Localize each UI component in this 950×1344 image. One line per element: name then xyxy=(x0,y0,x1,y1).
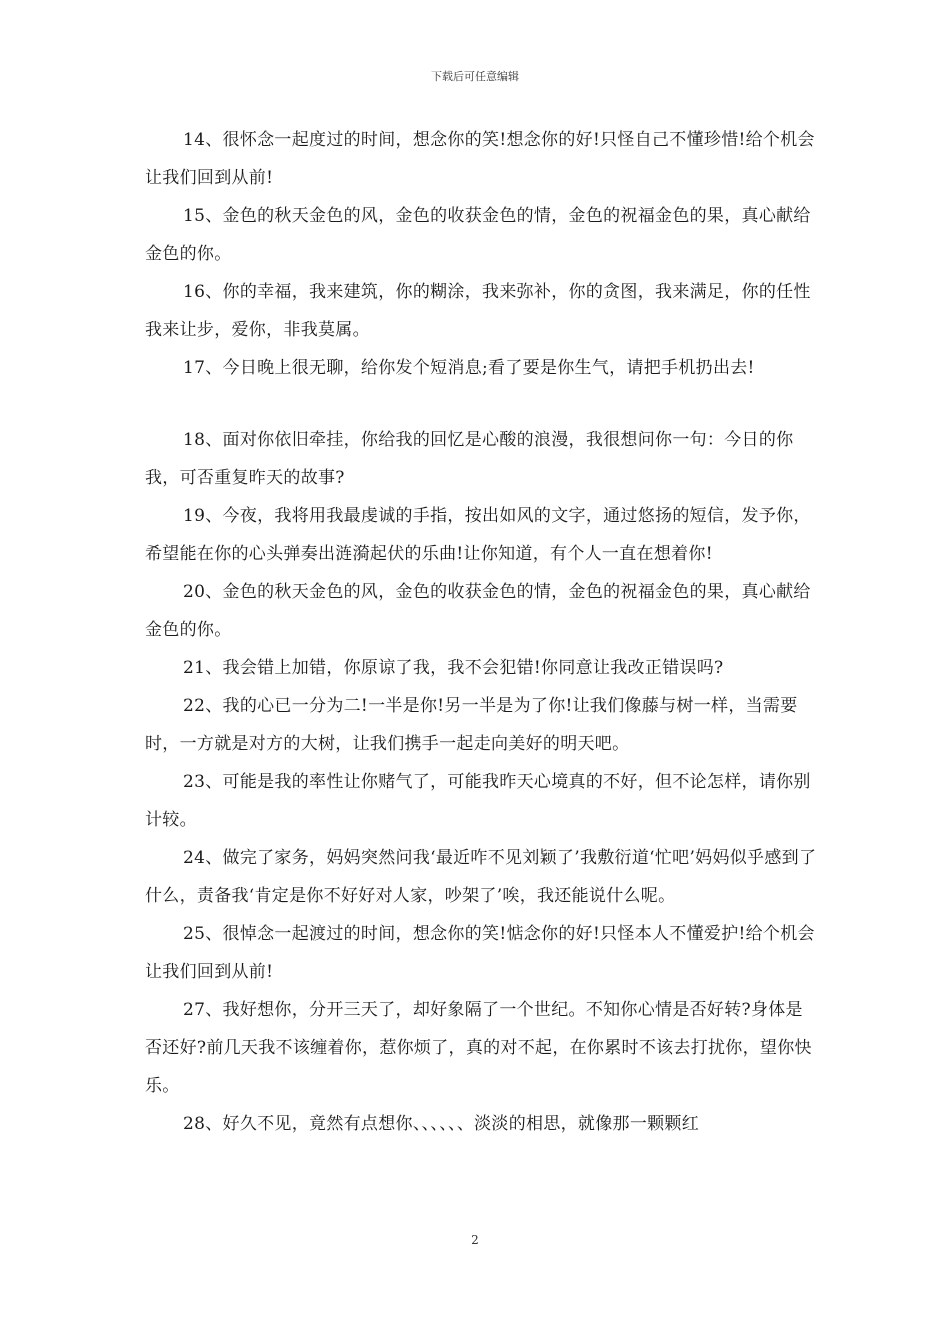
paragraph-24: 24、做完了家务，妈妈突然问我‘最近咋不见刘颖了’我敷衍道‘忙吧’妈妈似乎感到了什么，责备我‘肯定是你不好好对人家，吵架了’唉，我还能说什么呢。 xyxy=(145,848,817,906)
page-number: 2 xyxy=(471,1233,479,1247)
paragraph-16: 16、你的幸福，我来建筑，你的糊涂，我来弥补，你的贪图，我来满足，你的任性我来让步，爱你，非我莫属。 xyxy=(145,282,811,340)
paragraph-19: 19、今夜，我将用我最虔诚的手指，按出如风的文字，通过悠扬的短信，发予你，希望能在你的心头弹奏出涟漪起伏的乐曲!让你知道，有个人一直在想着你! xyxy=(145,506,811,564)
paragraph-17: 17、今日晚上很无聊，给你发个短消息;看了要是你生气，请把手机扔出去! xyxy=(183,358,755,378)
paragraph-20: 20、金色的秋天金色的风，金色的收获金色的情，金色的祝福金色的果，真心献给金色的你。 xyxy=(145,582,811,640)
paragraph-gap xyxy=(145,387,817,421)
paragraph-21: 21、我会错上加错，你原谅了我，我不会犯错!你同意让我改正错误吗? xyxy=(183,658,724,678)
document-body xyxy=(145,121,817,1143)
paragraph-25: 25、很悼念一起渡过的时间，想念你的笑!惦念你的好!只怪本人不懂爱护!给个机会让我们回到从前! xyxy=(145,924,815,982)
paragraph-18: 18、面对你依旧牵挂，你给我的回忆是心酸的浪漫，我很想问你一句：今日的你我，可否重复昨天的故事? xyxy=(145,430,794,488)
paragraph-15: 15、金色的秋天金色的风，金色的收获金色的情，金色的祝福金色的果，真心献给金色的你。 xyxy=(145,206,811,264)
paragraph-27: 27、我好想你，分开三天了，却好象隔了一个世纪。不知你心情是否好转?身体是否还好?前几天我不该缠着你，惹你烦了，真的对不起，在你累时不该去打扰你，望你快乐。 xyxy=(145,1000,812,1096)
paragraph-14: 14、很怀念一起度过的时间，想念你的笑!想念你的好!只怪自己不懂珍惜!给个机会让我们回到从前! xyxy=(145,130,815,188)
paragraph-28: 28、好久不见，竟然有点想你、、、、、、淡淡的相思，就像那一颗颗红 xyxy=(183,1114,700,1134)
page-header: 下载后可任意编辑 xyxy=(431,70,519,83)
paragraph-22: 22、我的心已一分为二!一半是你!另一半是为了你!让我们像藤与树一样，当需要时，一方就是对方的大树，让我们携手一起走向美好的明天吧。 xyxy=(145,696,798,754)
paragraph-23: 23、可能是我的率性让你赌气了，可能我昨天心境真的不好，但不论怎样，请你别计较。 xyxy=(145,772,811,830)
